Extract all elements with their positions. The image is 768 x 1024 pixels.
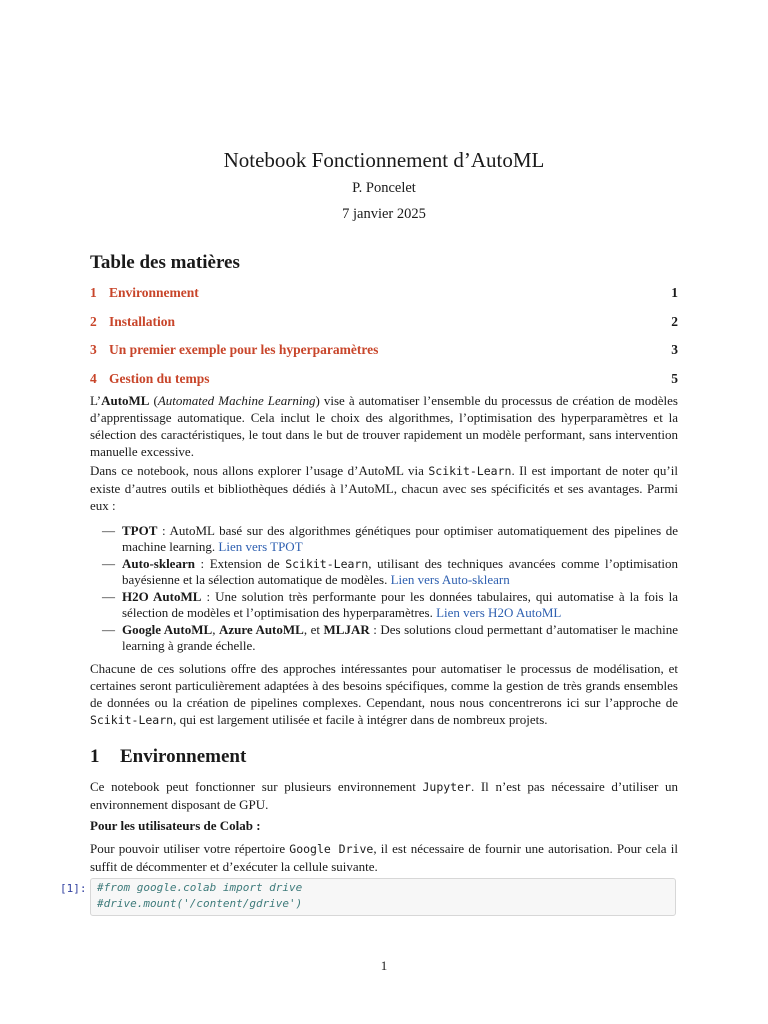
list-dash: — bbox=[102, 556, 115, 571]
tool-name: H2O AutoML bbox=[122, 589, 202, 604]
inline-code: Jupyter bbox=[422, 780, 471, 794]
colab-paragraph: Pour pouvoir utiliser votre répertoire Google Drive, il est nécessaire de fournir une autorisation. Pour cela il suffit de décommenter et d’exécuter la cellule suivante. bbox=[90, 841, 678, 874]
section-title: Environnement bbox=[120, 746, 247, 767]
auto-sklearn-link[interactable]: Lien vers Auto-sklearn bbox=[390, 572, 510, 587]
tool-name: Auto-sklearn bbox=[122, 556, 195, 571]
toc-heading: Table des matières bbox=[90, 252, 240, 273]
intro-paragraph-2: Dans ce notebook, nous allons explorer l’usage d’AutoML via Scikit-Learn. Il est important de noter qu’il existe d’autres outils et bibliothèques dédiés à l’AutoML, chacun avec ses spécificités et ses avantages. Parmi eux : bbox=[90, 463, 678, 513]
code-cell[interactable] bbox=[90, 878, 676, 916]
document-author: P. Poncelet bbox=[352, 180, 416, 196]
toc-entry-page: 1 bbox=[671, 285, 678, 300]
document-title: Notebook Fonctionnement d’AutoML bbox=[223, 148, 545, 172]
toc-entry-number: 3 bbox=[90, 342, 97, 357]
list-item-cloud-automl: — Google AutoML, Azure AutoML, et MLJAR : Des solutions cloud permettant d’automatiser le machine learning à grande échelle. bbox=[102, 622, 678, 653]
tool-name: Azure AutoML bbox=[218, 622, 304, 637]
inline-code: Scikit-Learn bbox=[428, 464, 512, 478]
code-line: #from google.colab import drive bbox=[97, 881, 303, 894]
toc-entry-label[interactable]: Installation bbox=[109, 314, 176, 329]
h2o-link[interactable]: Lien vers H2O AutoML bbox=[436, 605, 562, 620]
list-dash: — bbox=[102, 622, 115, 637]
code-cell-prompt: [1]: bbox=[60, 882, 87, 895]
toc-entry-label[interactable]: Gestion du temps bbox=[109, 371, 210, 386]
toc-entry-page: 5 bbox=[671, 371, 678, 386]
toc-entry-label[interactable]: Un premier exemple pour les hyperparamètres bbox=[109, 342, 379, 357]
list-dash: — bbox=[102, 589, 115, 604]
tool-name: TPOT bbox=[122, 523, 158, 538]
automl-term: AutoML bbox=[101, 393, 150, 408]
code-line: #drive.mount('/content/gdrive') bbox=[97, 897, 303, 910]
tpot-link[interactable]: Lien vers TPOT bbox=[218, 539, 303, 554]
automl-expansion: Automated Machine Learning bbox=[157, 393, 316, 408]
list-item-h2o: — H2O AutoML : Une solution très performante pour les données tabulaires, qui automatise à la fois la sélection de modèles et l’optimisation des hyperparamètres. Lien vers H2O AutoML bbox=[102, 589, 678, 620]
toc-entry[interactable] bbox=[90, 285, 678, 303]
toc-entry-number: 1 bbox=[90, 285, 97, 300]
toc-entry-page: 3 bbox=[671, 342, 678, 357]
toc-entry[interactable] bbox=[90, 342, 678, 360]
tool-name: Google AutoML bbox=[122, 622, 213, 637]
list-dash: — bbox=[102, 523, 115, 538]
conclusion-paragraph: Chacune de ces solutions offre des approches intéressantes pour automatiser le processus de modélisation, et certaines seront particulièrement adaptées à des besoins spécifiques, comme la gestion de très grands ensembles de données ou la création de pipelines complexes. Cependant, nous nous concentrerons ici sur l’approche de Scikit-Learn, qui est largement utilisée et facile à intégrer dans de nombreux projets. bbox=[90, 661, 678, 727]
list-item-auto-sklearn: — Auto-sklearn : Extension de Scikit-Learn, utilisant des techniques avancées comme l’optimisation bayésienne et la sélection automatique de modèles. Lien vers Auto-sklearn bbox=[102, 556, 678, 587]
section-heading-environnement bbox=[90, 746, 246, 768]
toc-entry-page: 2 bbox=[671, 314, 678, 329]
toc-entry[interactable] bbox=[90, 314, 678, 332]
toc-entry-number: 2 bbox=[90, 314, 97, 329]
list-item-tpot: — TPOT : AutoML basé sur des algorithmes génétiques pour optimiser automatiquement des pipelines de machine learning. Lien vers TPOT bbox=[102, 523, 678, 554]
inline-code: Scikit-Learn bbox=[90, 713, 174, 727]
inline-code: Google Drive bbox=[289, 842, 374, 856]
environment-paragraph: Ce notebook peut fonctionner sur plusieurs environnement Jupyter. Il n’est pas nécessaire d’utiliser un environnement disposant de GPU. bbox=[90, 779, 678, 812]
intro-paragraph-1: L’AutoML (Automated Machine Learning) vise à automatiser l’ensemble du processus de création de modèles d’apprentissage automatique. Cela inclut le choix des algorithmes, l’optimisation des hyperparamètres et la sélection des caractéristiques, le tout dans le but de trouver rapidement un modèle performant, sans intervention manuelle excessive. bbox=[90, 393, 678, 459]
toc-entry-label[interactable]: Environnement bbox=[109, 285, 199, 300]
section-number: 1 bbox=[90, 746, 100, 767]
tool-name: MLJAR bbox=[323, 622, 370, 637]
page-number: 1 bbox=[380, 958, 388, 973]
toc-entry-number: 4 bbox=[90, 371, 97, 386]
colab-subheading: Pour les utilisateurs de Colab : bbox=[90, 818, 261, 833]
inline-code: Scikit-Learn bbox=[285, 557, 369, 571]
toc-entry[interactable] bbox=[90, 371, 678, 389]
tools-list bbox=[90, 523, 678, 655]
document-date: 7 janvier 2025 bbox=[342, 206, 426, 222]
